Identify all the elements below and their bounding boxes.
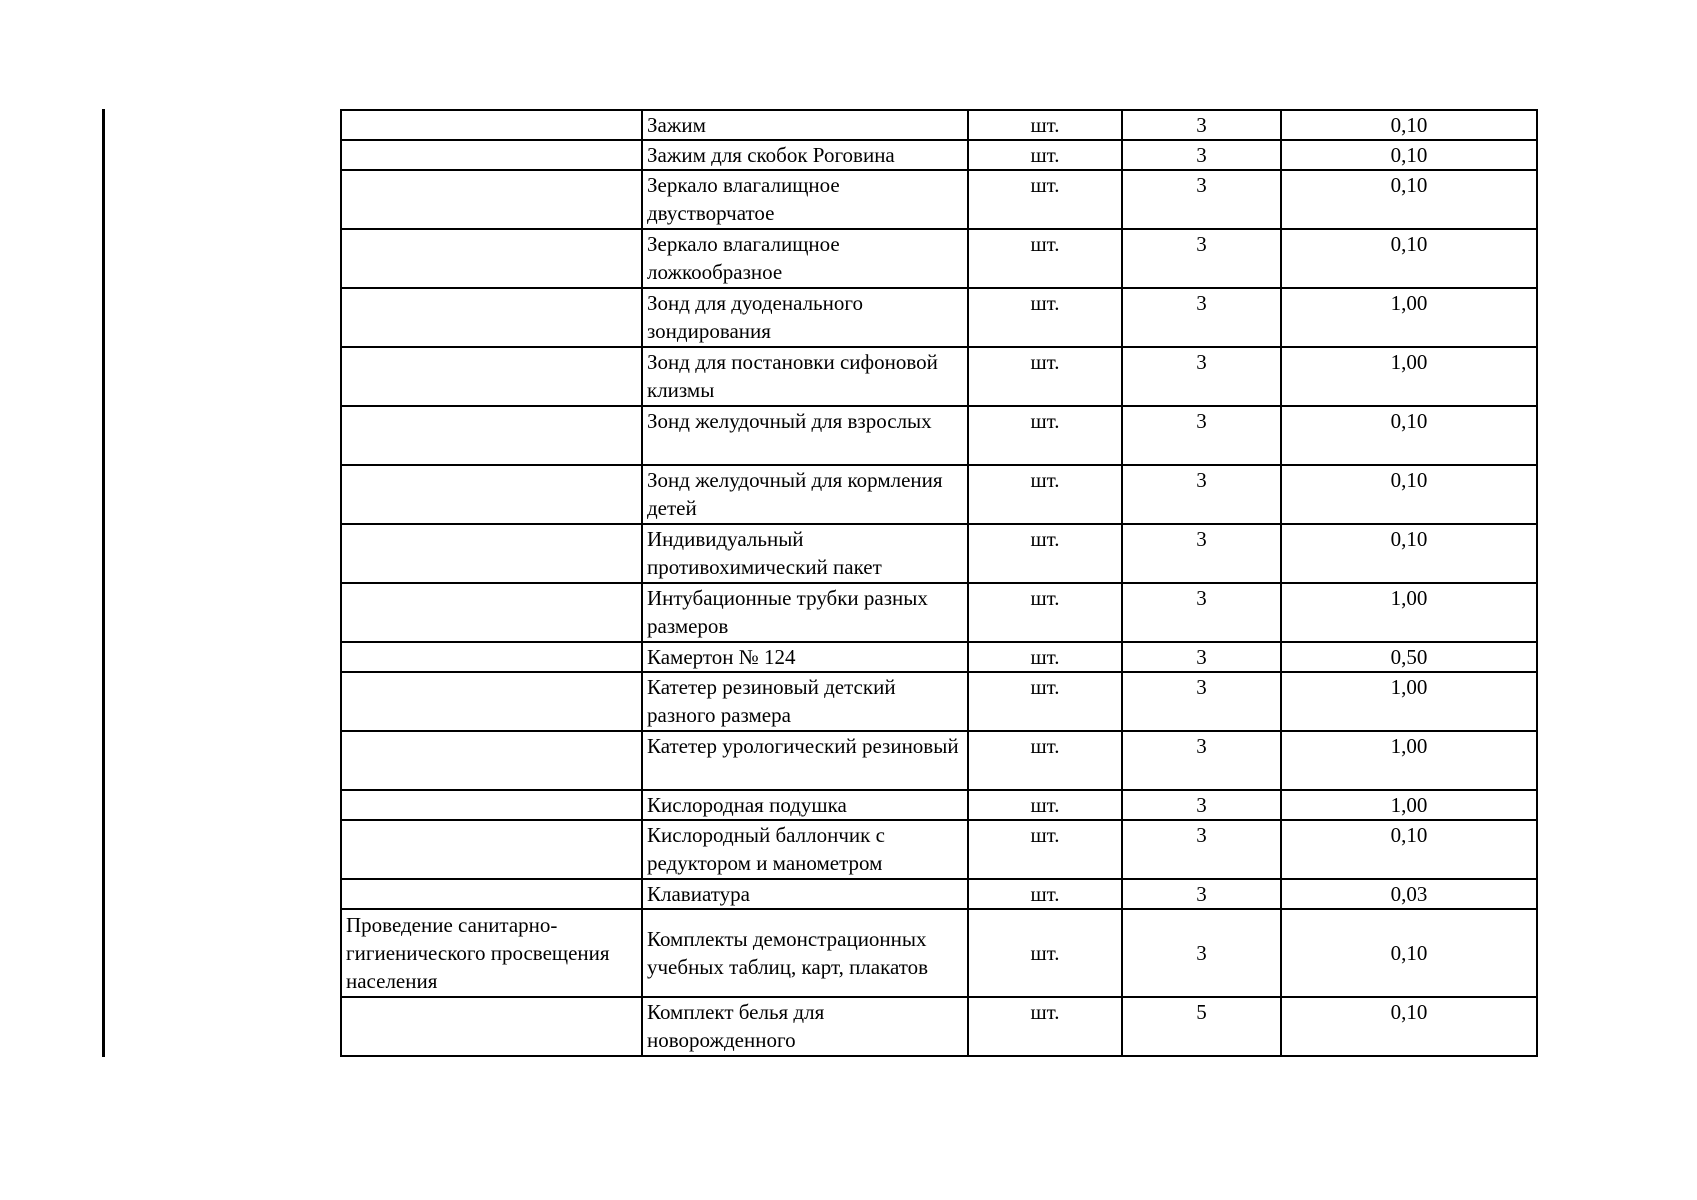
quantity-cell: 3 — [1122, 583, 1281, 642]
quantity-cell: 3 — [1122, 672, 1281, 731]
quantity-cell: 3 — [1122, 642, 1281, 672]
table-row — [341, 229, 1537, 288]
coefficient-cell: 1,00 — [1281, 731, 1537, 790]
coefficient-cell: 0,10 — [1281, 140, 1537, 170]
table-row — [341, 288, 1537, 347]
coefficient-cell: 1,00 — [1281, 672, 1537, 731]
unit-cell: шт. — [968, 997, 1122, 1056]
item-name-cell: Зеркало влагалищное двустворчатое — [642, 170, 968, 229]
item-name-cell: Комплекты демонстрационных учебных таблиц, карт, плакатов — [642, 909, 968, 997]
function-cell — [341, 465, 642, 524]
table-row — [341, 672, 1537, 731]
left-margin-rule — [102, 109, 105, 1057]
item-name-cell: Зажим — [642, 110, 968, 140]
quantity-cell: 3 — [1122, 110, 1281, 140]
function-cell — [341, 170, 642, 229]
coefficient-cell: 0,10 — [1281, 170, 1537, 229]
item-name-cell: Интубационные трубки разных размеров — [642, 583, 968, 642]
unit-cell: шт. — [968, 406, 1122, 465]
coefficient-cell: 0,03 — [1281, 879, 1537, 909]
table-row — [341, 140, 1537, 170]
function-cell: Проведение санитарно-гигиенического просвещения населения — [341, 909, 642, 997]
unit-cell: шт. — [968, 288, 1122, 347]
coefficient-cell: 0,10 — [1281, 465, 1537, 524]
function-cell — [341, 406, 642, 465]
unit-cell: шт. — [968, 820, 1122, 879]
unit-cell: шт. — [968, 642, 1122, 672]
unit-cell: шт. — [968, 583, 1122, 642]
unit-cell: шт. — [968, 909, 1122, 997]
item-name-cell: Кислородная подушка — [642, 790, 968, 820]
item-name-cell: Катетер урологический резиновый — [642, 731, 968, 790]
function-cell — [341, 731, 642, 790]
unit-cell: шт. — [968, 879, 1122, 909]
unit-cell: шт. — [968, 790, 1122, 820]
coefficient-cell: 0,10 — [1281, 229, 1537, 288]
function-cell — [341, 288, 642, 347]
coefficient-cell: 1,00 — [1281, 790, 1537, 820]
table-row — [341, 465, 1537, 524]
quantity-cell: 3 — [1122, 170, 1281, 229]
unit-cell: шт. — [968, 731, 1122, 790]
unit-cell: шт. — [968, 347, 1122, 406]
coefficient-cell: 0,10 — [1281, 406, 1537, 465]
unit-cell: шт. — [968, 140, 1122, 170]
quantity-cell: 3 — [1122, 140, 1281, 170]
function-cell — [341, 820, 642, 879]
function-cell — [341, 110, 642, 140]
table-row — [341, 524, 1537, 583]
item-name-cell: Зонд желудочный для взрослых — [642, 406, 968, 465]
table-row — [341, 997, 1537, 1056]
coefficient-cell: 0,10 — [1281, 110, 1537, 140]
item-name-cell: Катетер резиновый детский разного размера — [642, 672, 968, 731]
item-name-cell: Зонд для постановки сифоновой клизмы — [642, 347, 968, 406]
coefficient-cell: 0,10 — [1281, 909, 1537, 997]
function-cell — [341, 879, 642, 909]
item-name-cell: Зонд для дуоденального зондирования — [642, 288, 968, 347]
item-name-cell: Зонд желудочный для кормления детей — [642, 465, 968, 524]
quantity-cell: 3 — [1122, 790, 1281, 820]
quantity-cell: 3 — [1122, 288, 1281, 347]
item-name-cell: Кислородный баллончик с редуктором и манометром — [642, 820, 968, 879]
table-row — [341, 642, 1537, 672]
table-row — [341, 110, 1537, 140]
function-cell — [341, 642, 642, 672]
quantity-cell: 3 — [1122, 731, 1281, 790]
unit-cell: шт. — [968, 170, 1122, 229]
function-cell — [341, 790, 642, 820]
item-name-cell: Зеркало влагалищное ложкообразное — [642, 229, 968, 288]
coefficient-cell: 0,50 — [1281, 642, 1537, 672]
table-row — [341, 583, 1537, 642]
coefficient-cell: 0,10 — [1281, 820, 1537, 879]
item-name-cell: Клавиатура — [642, 879, 968, 909]
function-cell — [341, 229, 642, 288]
table-row — [341, 347, 1537, 406]
unit-cell: шт. — [968, 672, 1122, 731]
unit-cell: шт. — [968, 229, 1122, 288]
quantity-cell: 3 — [1122, 909, 1281, 997]
coefficient-cell: 1,00 — [1281, 347, 1537, 406]
quantity-cell: 5 — [1122, 997, 1281, 1056]
coefficient-cell: 1,00 — [1281, 288, 1537, 347]
coefficient-cell: 0,10 — [1281, 524, 1537, 583]
unit-cell: шт. — [968, 110, 1122, 140]
item-name-cell: Индивидуальный противохимический пакет — [642, 524, 968, 583]
function-cell — [341, 140, 642, 170]
coefficient-cell: 0,10 — [1281, 997, 1537, 1056]
table-row — [341, 909, 1537, 997]
function-cell — [341, 524, 642, 583]
item-name-cell: Зажим для скобок Роговина — [642, 140, 968, 170]
quantity-cell: 3 — [1122, 347, 1281, 406]
function-cell — [341, 347, 642, 406]
function-cell — [341, 997, 642, 1056]
unit-cell: шт. — [968, 465, 1122, 524]
unit-cell: шт. — [968, 524, 1122, 583]
table-row — [341, 170, 1537, 229]
coefficient-cell: 1,00 — [1281, 583, 1537, 642]
quantity-cell: 3 — [1122, 524, 1281, 583]
function-cell — [341, 583, 642, 642]
equipment-table — [340, 109, 1538, 1057]
table-row — [341, 879, 1537, 909]
function-cell — [341, 672, 642, 731]
table-row — [341, 731, 1537, 790]
table-row — [341, 820, 1537, 879]
item-name-cell: Комплект белья для новорожденного — [642, 997, 968, 1056]
quantity-cell: 3 — [1122, 879, 1281, 909]
quantity-cell: 3 — [1122, 406, 1281, 465]
item-name-cell: Камертон № 124 — [642, 642, 968, 672]
quantity-cell: 3 — [1122, 465, 1281, 524]
quantity-cell: 3 — [1122, 820, 1281, 879]
equipment-table-body — [341, 110, 1537, 1056]
table-row — [341, 406, 1537, 465]
quantity-cell: 3 — [1122, 229, 1281, 288]
table-row — [341, 790, 1537, 820]
